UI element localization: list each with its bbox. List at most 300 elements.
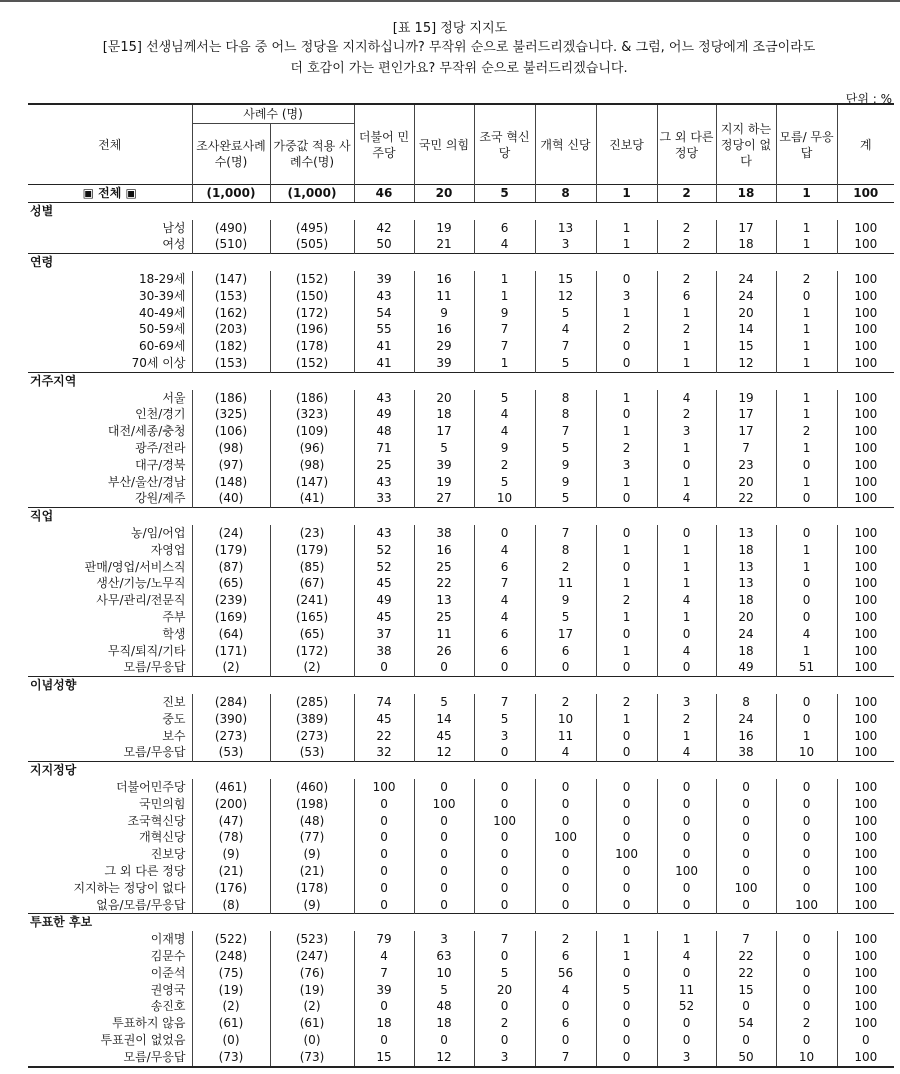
table-row [28,1032,894,1049]
value-cell: 0 [776,576,837,593]
completed-count: (153) [192,355,270,372]
value-cell: 0 [776,931,837,948]
table-row [28,728,894,745]
completed-count: (162) [192,305,270,322]
value-cell: 1 [596,576,657,593]
value-cell: 2 [657,220,716,237]
value-cell: 100 [716,880,776,897]
value-cell: 0 [596,338,657,355]
value-cell: 100 [837,559,894,576]
value-cell: 12 [414,1049,474,1067]
completed-count: (248) [192,948,270,965]
value-cell: 5 [414,982,474,999]
completed-count: (147) [192,271,270,288]
value-cell: 1 [657,440,716,457]
value-cell: 8 [535,185,596,203]
completed-count: (47) [192,813,270,830]
value-cell: 100 [837,474,894,491]
value-cell: 17 [716,407,776,424]
row-label: 진보당 [150,847,186,862]
value-cell: 0 [596,965,657,982]
value-cell: 2 [474,457,535,474]
value-cell: 16 [716,728,776,745]
table-row [28,779,894,796]
value-cell: 42 [354,220,414,237]
value-cell: 2 [596,440,657,457]
value-cell: 7 [535,525,596,542]
weighted-count: (172) [270,305,354,322]
value-cell: 29 [414,338,474,355]
table-row [28,998,894,1015]
completed-count: (239) [192,592,270,609]
value-cell: 100 [837,745,894,762]
crosstab-table [28,103,894,1068]
value-cell: 5 [414,440,474,457]
header-party-4: 진보당 [596,104,657,185]
row-label: ▣ 전체 ▣ [28,185,192,203]
value-cell: 0 [776,998,837,1015]
weighted-count: (495) [270,220,354,237]
value-cell: 100 [837,576,894,593]
row-label: 송진호 [150,999,186,1014]
row-label: 김문수 [150,948,186,963]
value-cell: 52 [354,542,414,559]
value-cell: 1 [657,542,716,559]
value-cell: 49 [354,592,414,609]
row-label: 이준석 [150,965,186,980]
weighted-count: (152) [270,271,354,288]
completed-count: (182) [192,338,270,355]
row-label: 강원/제주 [135,491,186,506]
value-cell: 100 [837,423,894,440]
weighted-count: (241) [270,592,354,609]
value-cell: 46 [354,185,414,203]
value-cell: 18 [716,643,776,660]
value-cell: 16 [414,322,474,339]
row-label: 70세 이상 [131,356,186,371]
value-cell: 1 [657,355,716,372]
value-cell: 0 [596,796,657,813]
value-cell: 1 [596,609,657,626]
header-weighted: 가중값 적용 사례수(명) [270,124,354,185]
value-cell: 11 [414,288,474,305]
value-cell: 18 [414,407,474,424]
weighted-count: (179) [270,542,354,559]
value-cell: 100 [837,626,894,643]
value-cell: 9 [474,440,535,457]
value-cell: 0 [596,813,657,830]
table-row [28,931,894,948]
value-cell: 0 [657,779,716,796]
value-cell: 100 [837,948,894,965]
weighted-count: (247) [270,948,354,965]
value-cell: 11 [535,728,596,745]
value-cell: 0 [354,660,414,677]
value-cell: 10 [535,711,596,728]
row-label: 생산/기능/노무직 [96,576,186,591]
header-party-7: 모름/ 무응답 [776,104,837,185]
completed-count: (24) [192,525,270,542]
value-cell: 2 [657,407,716,424]
table-row [28,965,894,982]
value-cell: 22 [414,576,474,593]
table-row [28,355,894,372]
question-line-1: [문15] 선생님께서는 다음 중 어느 정당을 지지하십니까? 무작위 순으로 불러드리겠습니다. & 그럼, 어느 정당에게 조금이라도 [102,40,816,55]
table-row [28,305,894,322]
value-cell: 0 [716,779,776,796]
weighted-count: (152) [270,355,354,372]
completed-count: (97) [192,457,270,474]
row-label: 여성 [162,237,186,252]
weighted-count: (2) [270,998,354,1015]
weighted-count: (1,000) [270,185,354,203]
value-cell: 1 [657,338,716,355]
value-cell: 1 [596,237,657,254]
value-cell: 9 [535,474,596,491]
value-cell: 100 [837,525,894,542]
value-cell: 5 [474,711,535,728]
value-cell: 0 [596,863,657,880]
value-cell: 14 [716,322,776,339]
value-cell: 4 [354,948,414,965]
value-cell: 38 [716,745,776,762]
table-row [28,694,894,711]
value-cell: 9 [474,305,535,322]
row-label: 국민의힘 [139,796,186,811]
value-cell: 0 [657,1015,716,1032]
value-cell: 3 [474,728,535,745]
value-cell: 0 [474,745,535,762]
value-cell: 6 [535,948,596,965]
value-cell: 5 [596,982,657,999]
weighted-count: (21) [270,863,354,880]
group-header-row [28,254,894,271]
value-cell: 0 [596,660,657,677]
value-cell: 9 [414,305,474,322]
value-cell: 0 [474,660,535,677]
value-cell: 41 [354,338,414,355]
value-cell: 0 [657,626,716,643]
value-cell: 52 [657,998,716,1015]
value-cell: 1 [776,559,837,576]
value-cell: 10 [776,745,837,762]
table-row [28,660,894,677]
value-cell: 0 [596,407,657,424]
table-row [28,271,894,288]
value-cell: 17 [535,626,596,643]
value-cell: 15 [716,982,776,999]
value-cell: 20 [414,185,474,203]
value-cell: 2 [535,559,596,576]
value-cell: 0 [776,694,837,711]
value-cell: 79 [354,931,414,948]
value-cell: 8 [535,542,596,559]
group-title: 이념성향 [28,677,894,694]
value-cell: 0 [474,998,535,1015]
value-cell: 37 [354,626,414,643]
value-cell: 100 [837,457,894,474]
value-cell: 22 [716,491,776,508]
value-cell: 0 [657,846,716,863]
value-cell: 24 [716,288,776,305]
value-cell: 45 [354,576,414,593]
value-cell: 2 [535,694,596,711]
completed-count: (176) [192,880,270,897]
value-cell: 3 [474,1049,535,1067]
value-cell: 56 [535,965,596,982]
value-cell: 22 [716,965,776,982]
row-label: 모름/무응답 [123,660,186,675]
weighted-count: (96) [270,440,354,457]
value-cell: 100 [414,796,474,813]
table-row [28,745,894,762]
value-cell: 20 [474,982,535,999]
value-cell: 0 [535,863,596,880]
value-cell: 0 [776,880,837,897]
value-cell: 6 [535,1015,596,1032]
value-cell: 1 [776,643,837,660]
value-cell: 1 [474,271,535,288]
header-party-2: 조국 혁신당 [474,104,535,185]
value-cell: 100 [837,407,894,424]
value-cell: 13 [535,220,596,237]
value-cell: 0 [716,1032,776,1049]
header-party-5: 그 외 다른 정당 [657,104,716,185]
row-label: 서울 [162,390,186,405]
value-cell: 0 [535,897,596,914]
value-cell: 100 [474,813,535,830]
value-cell: 0 [837,1032,894,1049]
value-cell: 0 [596,1049,657,1067]
table-row [28,474,894,491]
value-cell: 5 [535,440,596,457]
value-cell: 1 [776,390,837,407]
value-cell: 3 [657,1049,716,1067]
completed-count: (203) [192,322,270,339]
header-completed: 조사완료사례수(명) [192,124,270,185]
weighted-count: (178) [270,880,354,897]
value-cell: 0 [776,779,837,796]
value-cell: 0 [596,355,657,372]
value-cell: 100 [837,846,894,863]
group-header-row [28,762,894,779]
value-cell: 100 [837,220,894,237]
value-cell: 19 [414,474,474,491]
value-cell: 71 [354,440,414,457]
value-cell: 43 [354,390,414,407]
value-cell: 4 [474,592,535,609]
value-cell: 0 [596,559,657,576]
value-cell: 55 [354,322,414,339]
table-row [28,559,894,576]
completed-count: (153) [192,288,270,305]
table-row [28,846,894,863]
table-row [28,1049,894,1067]
value-cell: 33 [354,491,414,508]
row-label: 30-39세 [139,288,186,303]
value-cell: 24 [716,626,776,643]
weighted-count: (196) [270,322,354,339]
value-cell: 52 [354,559,414,576]
value-cell: 4 [657,948,716,965]
value-cell: 22 [354,728,414,745]
value-cell: 4 [657,745,716,762]
value-cell: 1 [776,355,837,372]
value-cell: 13 [716,525,776,542]
value-cell: 6 [535,643,596,660]
value-cell: 20 [716,609,776,626]
value-cell: 0 [535,998,596,1015]
table-row [28,592,894,609]
value-cell: 0 [354,813,414,830]
value-cell: 74 [354,694,414,711]
value-cell: 1 [596,931,657,948]
value-cell: 1 [657,931,716,948]
value-cell: 1 [657,474,716,491]
value-cell: 18 [716,592,776,609]
value-cell: 7 [474,322,535,339]
completed-count: (200) [192,796,270,813]
value-cell: 6 [474,643,535,660]
value-cell: 0 [354,897,414,914]
weighted-count: (48) [270,813,354,830]
value-cell: 0 [657,897,716,914]
value-cell: 100 [596,846,657,863]
completed-count: (21) [192,863,270,880]
value-cell: 0 [354,846,414,863]
value-cell: 4 [657,491,716,508]
value-cell: 0 [776,491,837,508]
weighted-count: (109) [270,423,354,440]
group-header-row [28,508,894,525]
value-cell: 25 [414,559,474,576]
row-label: 무직/퇴직/기타 [107,643,186,658]
value-cell: 0 [716,796,776,813]
weighted-count: (150) [270,288,354,305]
value-cell: 0 [596,998,657,1015]
value-cell: 3 [657,694,716,711]
value-cell: 17 [716,220,776,237]
value-cell: 0 [414,813,474,830]
completed-count: (64) [192,626,270,643]
value-cell: 12 [716,355,776,372]
value-cell: 100 [837,829,894,846]
value-cell: 1 [776,322,837,339]
row-label: 투표권이 없었음 [100,1032,186,1047]
value-cell: 8 [535,407,596,424]
table-row [28,643,894,660]
value-cell: 10 [414,965,474,982]
weighted-count: (23) [270,525,354,542]
row-label: 학생 [162,626,186,641]
value-cell: 0 [776,288,837,305]
table-title: [표 15] 정당 지지도 [392,21,508,36]
row-label: 사무/관리/전문직 [96,593,186,608]
value-cell: 3 [596,457,657,474]
completed-count: (390) [192,711,270,728]
group-title: 거주지역 [28,372,894,389]
value-cell: 0 [776,846,837,863]
value-cell: 0 [776,592,837,609]
value-cell: 50 [716,1049,776,1067]
value-cell: 100 [837,355,894,372]
row-label: 대구/경북 [135,457,186,472]
value-cell: 1 [596,390,657,407]
value-cell: 0 [414,846,474,863]
weighted-count: (73) [270,1049,354,1067]
value-cell: 0 [776,863,837,880]
value-cell: 100 [837,185,894,203]
value-cell: 48 [354,423,414,440]
weighted-count: (76) [270,965,354,982]
question-text [28,37,890,79]
completed-count: (87) [192,559,270,576]
value-cell: 10 [474,491,535,508]
table-row [28,390,894,407]
completed-count: (78) [192,829,270,846]
table-row [28,407,894,424]
value-cell: 20 [716,474,776,491]
value-cell: 4 [474,237,535,254]
value-cell: 18 [414,1015,474,1032]
value-cell: 4 [474,407,535,424]
unit-label: 단위 : % [845,92,892,106]
value-cell: 2 [657,271,716,288]
value-cell: 4 [474,542,535,559]
value-cell: 6 [474,559,535,576]
value-cell: 17 [414,423,474,440]
value-cell: 1 [657,728,716,745]
value-cell: 15 [354,1049,414,1067]
value-cell: 1 [776,474,837,491]
table-row [28,423,894,440]
value-cell: 1 [474,355,535,372]
value-cell: 4 [657,390,716,407]
value-cell: 100 [837,982,894,999]
completed-count: (179) [192,542,270,559]
value-cell: 0 [596,779,657,796]
weighted-count: (41) [270,491,354,508]
value-cell: 0 [354,863,414,880]
weighted-count: (67) [270,576,354,593]
row-label: 광주/전라 [135,441,186,456]
header-sample-group: 사례수 (명) [192,104,354,124]
header-overall: 전체 [28,104,192,185]
value-cell: 6 [474,220,535,237]
table-row [28,880,894,897]
value-cell: 5 [535,609,596,626]
table-row [28,576,894,593]
value-cell: 4 [657,643,716,660]
value-cell: 6 [474,626,535,643]
value-cell: 13 [716,559,776,576]
value-cell: 26 [414,643,474,660]
value-cell: 1 [474,288,535,305]
value-cell: 7 [354,965,414,982]
value-cell: 0 [535,660,596,677]
value-cell: 100 [837,897,894,914]
value-cell: 7 [535,423,596,440]
weighted-count: (2) [270,660,354,677]
value-cell: 100 [837,592,894,609]
value-cell: 21 [414,237,474,254]
value-cell: 39 [354,271,414,288]
value-cell: 0 [414,863,474,880]
value-cell: 0 [596,1032,657,1049]
value-cell: 2 [657,237,716,254]
value-cell: 0 [414,779,474,796]
value-cell: 54 [716,1015,776,1032]
